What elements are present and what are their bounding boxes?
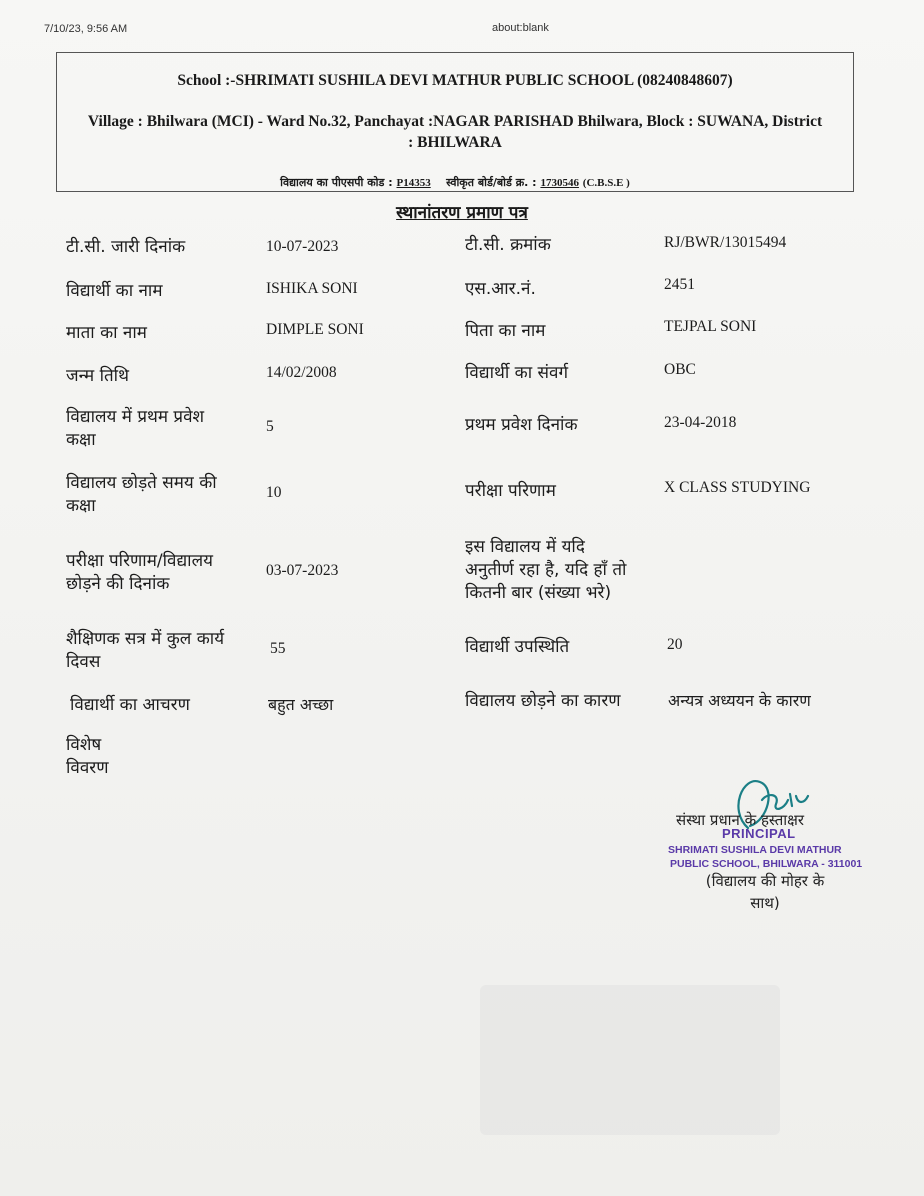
conduct-label: विद्यार्थी का आचरण: [70, 695, 190, 715]
exam-result-label: परीक्षा परिणाम: [465, 481, 556, 501]
first-admission-date: 23-04-2018: [664, 414, 737, 431]
school-codes: [57, 175, 853, 190]
first-admission-class: 5: [266, 418, 274, 435]
mother-name-label: माता का नाम: [66, 323, 147, 343]
tc-number: RJ/BWR/13015494: [664, 234, 787, 251]
stamp-school-place: PUBLIC SCHOOL, BHILWARA - 311001: [670, 858, 863, 870]
head-signature-label: संस्था प्रधान के हस्ताक्षर: [676, 811, 805, 829]
sr-no-label: एस.आर.नं.: [465, 279, 536, 299]
category-label: विद्यार्थी का संवर्ग: [465, 363, 569, 383]
first-admission-date-label: प्रथम प्रवेश दिनांक: [465, 415, 578, 435]
leaving-reason-label: विद्यालय छोड़ने का कारण: [465, 691, 621, 711]
first-admission-class-label: विद्यालय में प्रथम प्रवेश कक्षा: [66, 407, 205, 450]
remarks-label: विशेष विवरण: [66, 735, 109, 778]
student-name: ISHIKA SONI: [266, 280, 358, 297]
result-date: 03-07-2023: [266, 562, 339, 579]
document-title: स्थानांतरण प्रमाण पत्र: [396, 203, 528, 223]
school-header: [56, 52, 854, 192]
signature-block: [648, 770, 878, 930]
leaving-class-label: विद्यालय छोड़ते समय की कक्षा: [66, 473, 217, 516]
tc-number-label: टी.सी. क्रमांक: [465, 235, 551, 255]
attendance: 20: [667, 636, 683, 653]
tc-issue-date-label: टी.सी. जारी दिनांक: [66, 237, 186, 257]
leaving-reason: अन्यत्र अध्ययन के कारण: [668, 691, 811, 710]
board-code: 1730546: [540, 177, 579, 189]
tc-issue-date: 10-07-2023: [266, 238, 339, 255]
mother-name: DIMPLE SONI: [266, 321, 364, 338]
exam-result: X CLASS STUDYING: [664, 479, 811, 496]
working-days: 55: [270, 640, 286, 657]
psp-label: विद्यालय का पीएसपी कोड :: [280, 176, 393, 189]
sr-no: 2451: [664, 276, 695, 293]
result-date-label: परीक्षा परिणाम/विद्यालय छोड़ने की दिनांक: [66, 551, 213, 594]
category: OBC: [664, 361, 696, 378]
board-name: (C.B.S.E ): [582, 177, 630, 189]
browser-url: about:blank: [492, 22, 549, 34]
leaving-class: 10: [266, 484, 282, 501]
stamp-school-name: SHRIMATI SUSHILA DEVI MATHUR: [668, 844, 842, 856]
scan-smudge: [480, 985, 780, 1135]
psp-code: P14353: [396, 177, 431, 189]
stamp-principal: PRINCIPAL: [722, 826, 796, 841]
dob-label: जन्म तिथि: [66, 366, 129, 386]
attendance-label: विद्यार्थी उपस्थिति: [465, 637, 570, 657]
conduct: बहुत अच्छा: [268, 695, 334, 714]
board-label: स्वीकृत बोर्ड/बोर्ड क्र. :: [446, 176, 537, 189]
working-days-label: शैक्षिणक सत्र में कुल कार्य दिवस: [66, 629, 225, 672]
browser-datetime: 7/10/23, 9:56 AM: [44, 23, 128, 35]
father-name: TEJPAL SONI: [664, 318, 757, 335]
student-name-label: विद्यार्थी का नाम: [66, 281, 163, 301]
failed-count-label: इस विद्यालय में यदि अनुतीर्ण रहा है, यदि हाँ तो कितनी बार (संख्या भरे): [465, 537, 627, 603]
school-name: School :-SHRIMATI SUSHILA DEVI MATHUR PUBLIC SCHOOL (08240848607): [177, 72, 733, 89]
dob: 14/02/2008: [266, 364, 337, 381]
seal-label: (विद्यालय की मोहर के साथ): [705, 872, 825, 912]
father-name-label: पिता का नाम: [465, 321, 546, 341]
school-address: Village : Bhilwara (MCI) - Ward No.32, Panchayat :NAGAR PARISHAD Bhilwara, Block : SUWANA, District : BHILWARA: [87, 113, 823, 151]
